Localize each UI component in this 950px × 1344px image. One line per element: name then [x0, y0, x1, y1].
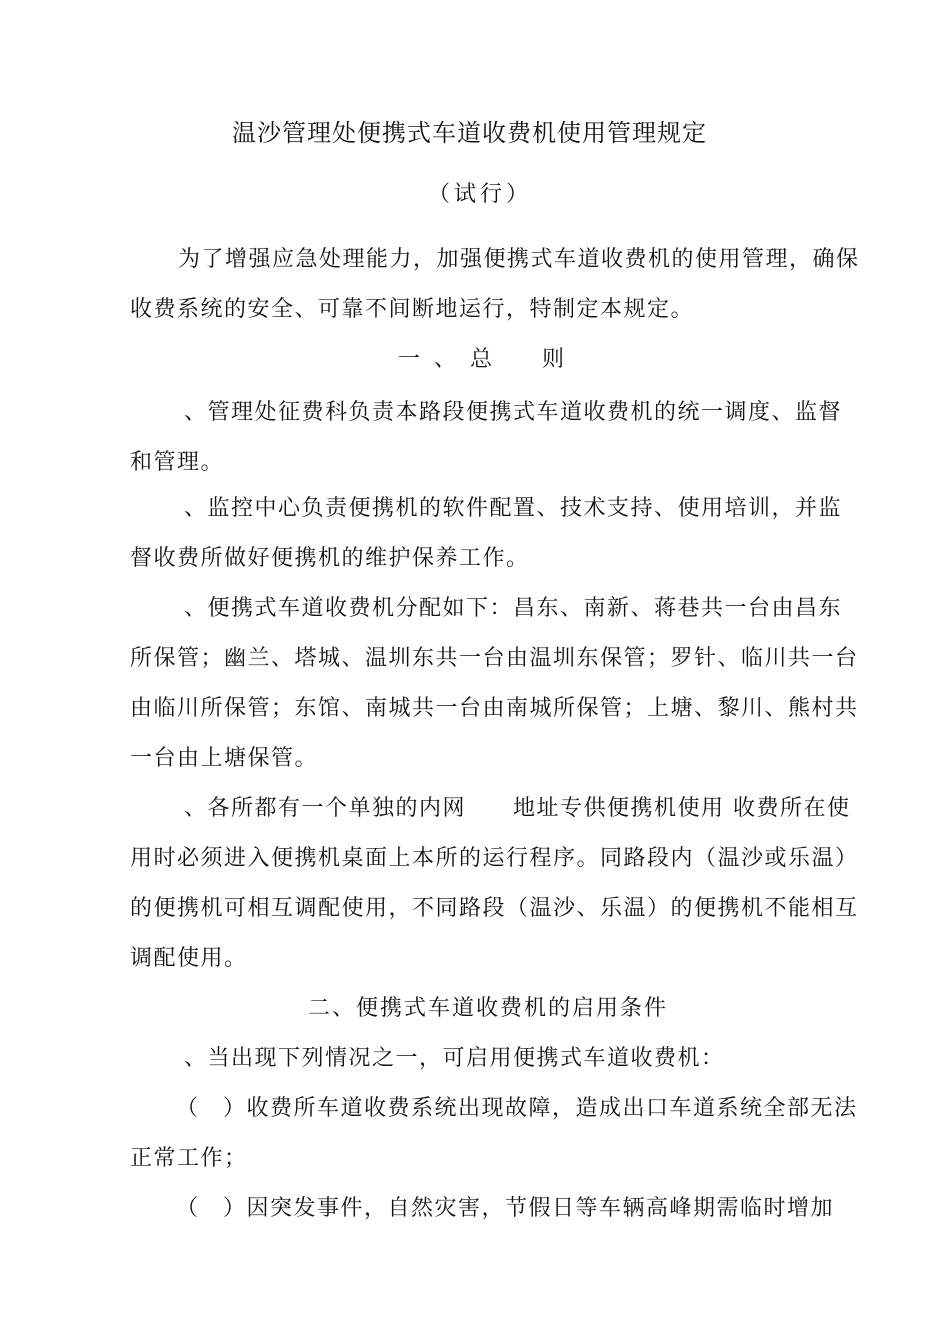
section1-item3-line1: 、便携式车道收费机分配如下：昌东、南新、蒋巷共一台由昌东 [184, 596, 843, 621]
section1-item3-line2: 所保管；幽兰、塔城、温圳东共一台由温圳东保管；罗针、临川共一台 [130, 646, 859, 671]
section1-item4-line3: 的便携机可相互调配使用，不同路段（温沙、乐温）的便携机不能相互 [130, 896, 859, 921]
section1-item4-line4: 调配使用。 [130, 946, 248, 971]
section1-item4-line2: 用时必须进入便携机桌面上本所的运行程序。同路段内（温沙或乐温） [130, 846, 859, 871]
section1-item2-line2: 督收费所做好便携机的维护保养工作。 [130, 546, 530, 571]
section1-item1-line2: 和管理。 [130, 450, 225, 475]
section1-item4-line1: 、各所都有一个单独的内网 地址专供便携机使用 收费所在使 [184, 796, 851, 821]
intro-line-1: 为了增强应急处理能力，加强便携式车道收费机的使用管理，确保 [178, 247, 860, 272]
document-subtitle: （试行） [428, 182, 533, 207]
section2-item1: 、当出现下列情况之一，可启用便携式车道收费机： [184, 1046, 725, 1071]
section2-heading: 二、便携式车道收费机的启用条件 [308, 996, 669, 1021]
section1-item3-line3: 由临川所保管；东馆、南城共一台由南城所保管；上塘、黎川、熊村共 [130, 696, 859, 721]
section1-heading: 一、总 则 [398, 347, 579, 372]
document-title: 温沙管理处便携式车道收费机使用管理规定 [232, 119, 707, 147]
intro-line-2: 收费系统的安全、可靠不间断地运行，特制定本规定。 [130, 297, 695, 322]
section1-item3-line4: 一台由上塘保管。 [130, 746, 319, 771]
section1-item2-line1: 、监控中心负责便携机的软件配置、技术支持、使用培训，并监 [184, 496, 843, 521]
section2-subitem1-line2: 正常工作； [130, 1146, 248, 1171]
section2-subitem1-line1: （ ）收费所车道收费系统出现故障，造成出口车道系统全部无法 [176, 1096, 858, 1121]
section1-item1-line1: 、管理处征费科负责本路段便携式车道收费机的统一调度、监督 [184, 400, 843, 425]
section2-subitem2-line1: （ ）因突发事件，自然灾害，节假日等车辆高峰期需临时增加 [176, 1196, 835, 1221]
